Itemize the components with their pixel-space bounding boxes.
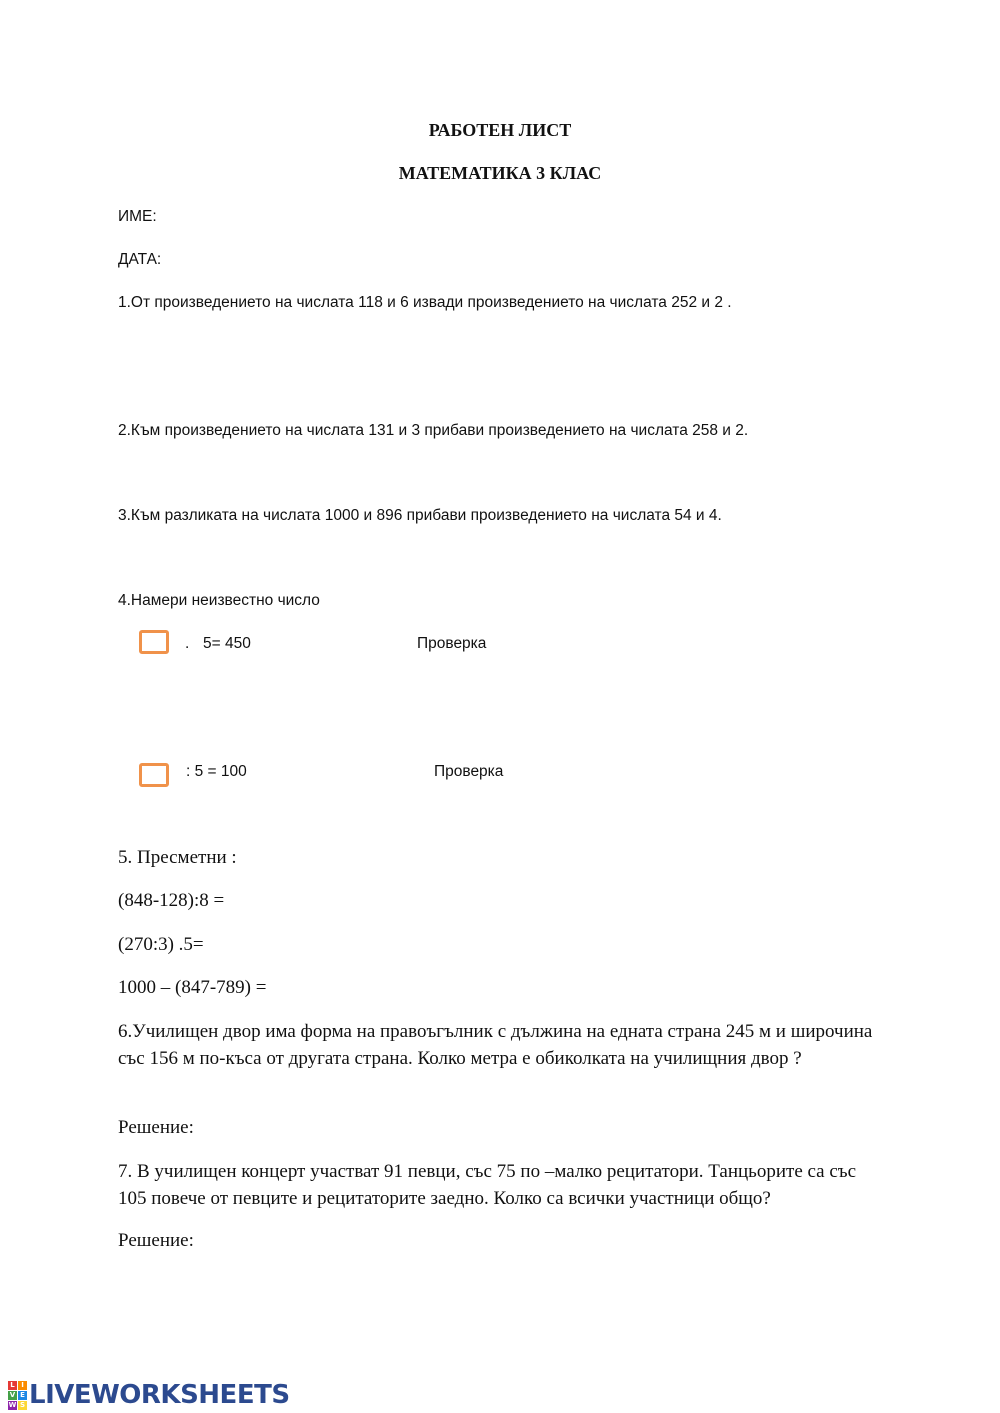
task-5-expression-3: 1000 – (847-789) =	[118, 977, 267, 998]
task-7-solution-label: Решение:	[118, 1230, 194, 1251]
logo-cell: V	[9, 1390, 16, 1399]
equation-1-rest: 5= 450	[203, 635, 251, 652]
logo-cell: L	[8, 1381, 17, 1390]
check-label-1: Проверка	[417, 635, 487, 652]
task-6-solution-label: Решение:	[118, 1117, 194, 1138]
page-title: РАБОТЕН ЛИСТ	[428, 120, 572, 140]
logo-text: LIVEWORKSHEETS	[29, 1380, 290, 1410]
logo-cell: W	[8, 1400, 17, 1409]
logo-cell: E	[18, 1391, 27, 1400]
equation-1-dot: .	[185, 635, 190, 652]
task-7-text: 7. В училищен концерт участват 91 певци, със 75 по –малко рецитатори. Танцьорите са със 105 повече от певците и рецитаторите заедно. Колко са всички участници общо?	[118, 1161, 857, 1209]
equation-2-rest: : 5 = 100	[186, 763, 247, 780]
task-2-text: 2.Към произведението на числата 131 и 3 прибави произведението на числата 258 и 2.	[118, 422, 749, 439]
page-subtitle: МАТЕМАТИКА 3 КЛАС	[398, 163, 602, 183]
task-4-title: 4.Намери неизвестно число	[118, 592, 320, 609]
task-5-expression-1: (848-128):8 =	[118, 890, 225, 911]
date-label: ДАТА:	[118, 251, 162, 268]
liveworksheets-logo	[8, 1380, 290, 1410]
check-label-2: Проверка	[434, 763, 504, 780]
logo-cell: S	[19, 1400, 26, 1409]
name-label: ИМЕ:	[118, 208, 157, 225]
logo-cell: I	[18, 1381, 27, 1390]
task-3-text: 3.Към разликата на числата 1000 и 896 прибави произведението на числата 54 и 4.	[118, 507, 722, 524]
answer-box-1[interactable]	[139, 630, 169, 654]
task-5-title: 5. Пресметни :	[118, 847, 237, 868]
task-1-text: 1.От произведението на числата 118 и 6 извади произведението на числата 252 и 2 .	[118, 294, 732, 311]
task-5-expression-2: (270:3) .5=	[118, 934, 204, 955]
answer-box-2[interactable]	[139, 763, 169, 787]
task-6-text: 6.Училищен двор има форма на правоъгълник с дължина на едната страна 245 м и широчина със 156 м по-къса от другата страна. Колко метра е обиколката на училищния двор ?	[118, 1021, 873, 1069]
logo-mark-icon	[8, 1381, 27, 1410]
